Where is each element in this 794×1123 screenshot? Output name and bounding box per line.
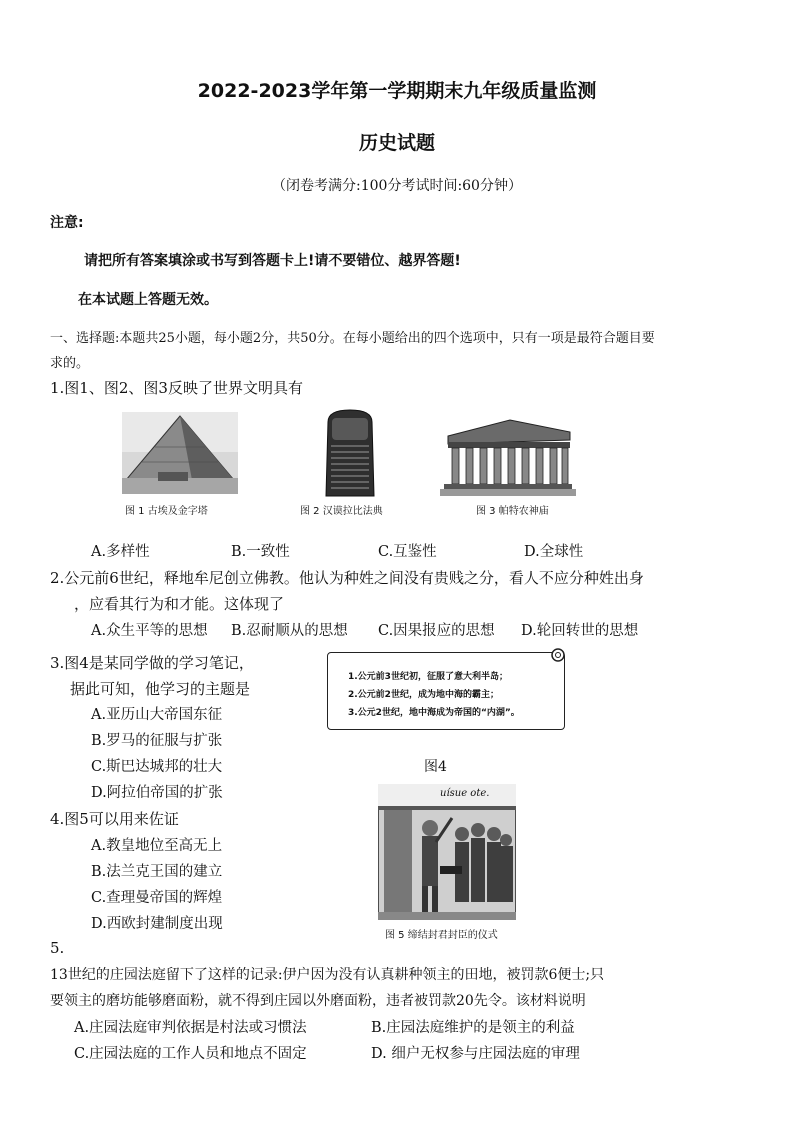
figure-5-image-text: uísue ote. bbox=[440, 788, 490, 799]
section-heading-line-2: 求的。 bbox=[50, 356, 90, 371]
q5-option-d[interactable]: D. 细户无权参与庄园法庭的审理 bbox=[371, 1046, 580, 1062]
figure-3-caption: 图 3 帕特农神庙 bbox=[476, 506, 549, 517]
q3-option-b[interactable]: B.罗马的征服与扩张 bbox=[91, 733, 223, 749]
notice-label: 注意: bbox=[50, 215, 84, 231]
note-line-3: 3.公元2世纪，地中海成为帝国的“内湖”。 bbox=[348, 708, 520, 718]
q2-option-c[interactable]: C.因果报应的思想 bbox=[378, 623, 495, 639]
q2-stem-line-1: 2.公元前6世纪，释地牟尼创立佛教。他认为种姓之间没有贵贱之分，看人不应分种姓出身 bbox=[50, 569, 644, 587]
figure-5-caption: 图 5 缔结封君封臣的仪式 bbox=[385, 930, 498, 941]
q1-option-a[interactable]: A.多样性 bbox=[91, 544, 150, 560]
subject-title: 历史试题 bbox=[358, 132, 435, 154]
q1-option-d[interactable]: D.全球性 bbox=[524, 544, 584, 560]
notice-line-2: 在本试题上答题无效。 bbox=[78, 292, 218, 308]
q4-option-b[interactable]: B.法兰克王国的建立 bbox=[91, 864, 223, 880]
section-heading-line-1: 一、选择题:本题共25小题，每小题2分，共50分。在每小题给出的四个选项中，只有一项是最符合题目要 bbox=[50, 331, 655, 346]
q4-option-a[interactable]: A.教皇地位至高无上 bbox=[91, 838, 223, 854]
q5-option-a[interactable]: A.庄园法庭审判依据是村法或习惯法 bbox=[74, 1020, 307, 1036]
q5-number: 5. bbox=[50, 939, 65, 957]
figure-1-caption: 图 1 古埃及金字塔 bbox=[125, 506, 208, 517]
q2-stem-line-2: ，应看其行为和才能。这体现了 bbox=[74, 595, 285, 613]
q3-option-d[interactable]: D.阿拉伯帝国的扩张 bbox=[91, 785, 223, 801]
parthenon-image bbox=[440, 414, 576, 496]
pyramid-image bbox=[122, 412, 238, 494]
vassal-ceremony-image bbox=[378, 784, 516, 920]
q1-stem: 1.图1、图2、图3反映了世界文明具有 bbox=[50, 379, 303, 397]
notice-line-1: 请把所有答案填涂或书写到答题卡上!请不要错位、越界答题! bbox=[84, 253, 461, 269]
study-note-figure bbox=[327, 652, 565, 730]
q5-stem-line-2: 要领主的磨坊能够磨面粉，就不得到庄园以外磨面粉，违者被罚款20先令。该材料说明 bbox=[50, 993, 586, 1009]
q3-stem-line-2: 据此可知，他学习的主题是 bbox=[70, 680, 251, 698]
q1-option-b[interactable]: B.一致性 bbox=[231, 544, 290, 560]
figure-4-label: 图4 bbox=[424, 759, 447, 775]
q4-option-d[interactable]: D.西欧封建制度出现 bbox=[91, 916, 223, 932]
figure-2-caption: 图 2 汉谟拉比法典 bbox=[300, 506, 383, 517]
note-line-1: 1.公元前3世纪初，征服了意大利半岛； bbox=[348, 672, 508, 682]
q2-option-a[interactable]: A.众生平等的思想 bbox=[91, 623, 208, 639]
q3-stem-line-1: 3.图4是某同学做的学习笔记， bbox=[50, 654, 254, 672]
stele-image bbox=[322, 408, 378, 498]
exam-info: （闭卷考满分:100分考试时间:60分钟） bbox=[272, 178, 522, 194]
exam-title: 2022-2023学年第一学期期末九年级质量监测 bbox=[197, 80, 597, 102]
q3-option-c[interactable]: C.斯巴达城邦的壮大 bbox=[91, 759, 223, 775]
q5-option-b[interactable]: B.庄园法庭维护的是领主的利益 bbox=[371, 1020, 575, 1036]
note-line-2: 2.公元前2世纪，成为地中海的霸主； bbox=[348, 690, 499, 700]
q5-stem-line-1: 13世纪的庄园法庭留下了这样的记录:伊户因为没有认真耕种领主的田地，被罚款6便士;只 bbox=[50, 967, 605, 983]
q4-option-c[interactable]: C.查理曼帝国的辉煌 bbox=[91, 890, 223, 906]
scroll-curl-icon bbox=[548, 645, 568, 665]
q2-option-d[interactable]: D.轮回转世的思想 bbox=[521, 623, 639, 639]
q4-stem: 4.图5可以用来佐证 bbox=[50, 810, 179, 828]
q5-option-c[interactable]: C.庄园法庭的工作人员和地点不固定 bbox=[74, 1046, 307, 1062]
q3-option-a[interactable]: A.亚历山大帝国东征 bbox=[91, 707, 223, 723]
q2-option-b[interactable]: B.忍耐顺从的思想 bbox=[231, 623, 348, 639]
q1-option-c[interactable]: C.互鉴性 bbox=[378, 544, 437, 560]
